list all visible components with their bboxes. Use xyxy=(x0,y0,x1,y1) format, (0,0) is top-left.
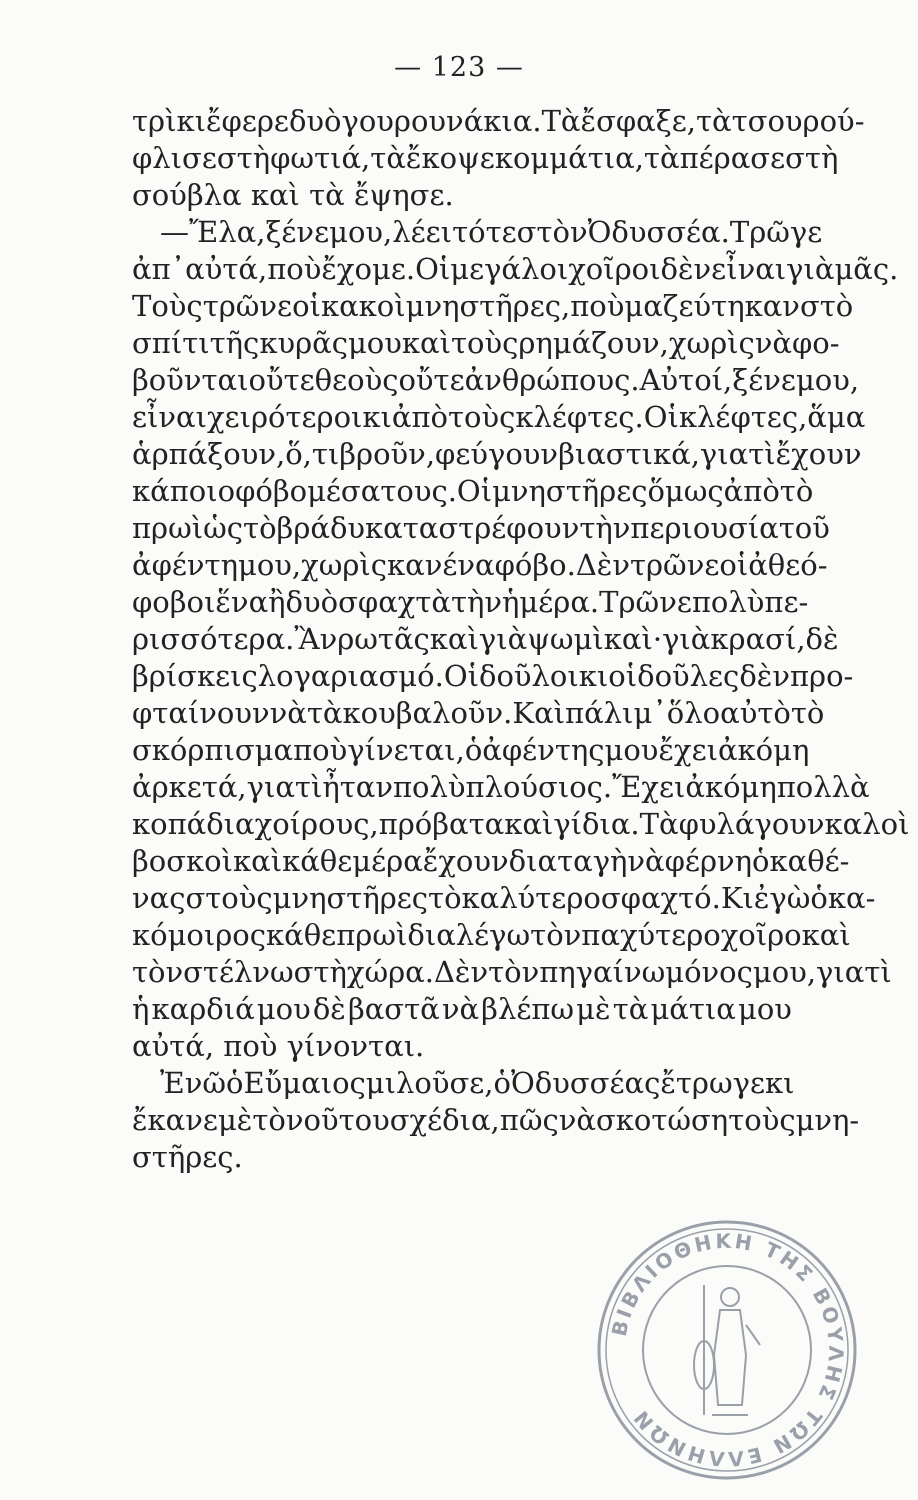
text-line xyxy=(132,436,862,473)
text-line xyxy=(132,732,810,769)
word: γιατὶ xyxy=(246,770,323,804)
word: τότε xyxy=(452,215,517,249)
word: μέσα xyxy=(307,474,381,508)
word: μου, xyxy=(752,955,817,989)
library-seal-stamp xyxy=(592,1215,862,1485)
word: ὁ xyxy=(810,881,828,915)
word: ὁ xyxy=(464,733,483,767)
word: Καὶ xyxy=(512,696,566,730)
word: Τρῶγε xyxy=(729,215,823,249)
word: γιατὶ xyxy=(816,955,892,989)
word: πρωὶ xyxy=(336,918,408,952)
word: ἁρπάξουν, xyxy=(132,437,286,471)
word: Οἱ xyxy=(415,252,451,286)
word: κόμοιρος xyxy=(132,918,267,952)
word: τοὺς xyxy=(448,400,516,434)
word: καὶ·γιὰ xyxy=(603,622,711,656)
word: καταστρέφουν xyxy=(365,511,580,545)
word: ξένε xyxy=(265,215,330,249)
word: περιουσία xyxy=(630,511,779,545)
word: — xyxy=(160,215,189,249)
word: φυλάγουν xyxy=(678,807,825,841)
word: μόνος xyxy=(665,955,753,989)
body-text xyxy=(132,103,910,1176)
word: μου xyxy=(256,992,311,1026)
word: πρόβατα xyxy=(378,807,505,841)
word: μου, xyxy=(795,363,860,397)
word: τὴν xyxy=(450,585,503,619)
word: ἡ xyxy=(132,992,150,1026)
word: χοῖρο xyxy=(720,918,802,952)
word: πέρασε xyxy=(679,141,786,175)
word: γίδια. xyxy=(553,807,640,841)
word: ἀπὸ xyxy=(723,474,780,508)
word: οἱ xyxy=(608,659,638,693)
word: ὁ xyxy=(752,844,770,878)
word: ὅλο xyxy=(666,696,721,730)
word: οἱ xyxy=(719,548,749,582)
word: δοῦλοι xyxy=(479,659,579,693)
word: λογαριασμό. xyxy=(257,659,444,693)
word: Τοὺς xyxy=(132,289,203,323)
word: Τὰ xyxy=(541,104,581,138)
word: κακοὶ xyxy=(320,289,406,323)
word: ἀφέντη xyxy=(132,548,238,582)
word: Τρῶνε xyxy=(599,585,692,619)
word: τὸ xyxy=(243,511,277,545)
word: τρῶνε xyxy=(629,548,720,582)
word: κρασί, xyxy=(710,622,806,656)
word: κάθε xyxy=(266,918,337,952)
word: Δὲν xyxy=(575,548,630,582)
word: μνη- xyxy=(795,1103,860,1137)
word: ποὺ xyxy=(570,289,625,323)
word: καθέ- xyxy=(769,844,850,878)
word: ἔχουν xyxy=(775,437,862,471)
word: ἡμέρα. xyxy=(502,585,600,619)
word: ἀθεό- xyxy=(748,548,828,582)
word: χώρα. xyxy=(346,955,434,989)
word: λέει xyxy=(392,215,453,249)
word: Εὔμαιος xyxy=(243,1066,366,1100)
text-line xyxy=(132,103,865,140)
text-line xyxy=(132,1102,860,1139)
word: μου xyxy=(738,992,792,1026)
word: τὸ xyxy=(428,881,462,915)
word: ἦταν xyxy=(322,770,393,804)
word: Κι xyxy=(720,881,754,915)
word: στὴ xyxy=(293,955,347,989)
text-line xyxy=(132,954,892,991)
text-line xyxy=(132,325,840,362)
word: κάποιο xyxy=(132,474,236,508)
word: τὰ xyxy=(306,696,343,730)
word: ὁ xyxy=(493,1066,511,1100)
word: ἔχουν xyxy=(422,844,509,878)
word: ἔσφαξε, xyxy=(580,104,696,138)
word: μὲ xyxy=(576,992,611,1026)
word: στὸ xyxy=(799,289,854,323)
word: μέρα xyxy=(352,844,423,878)
word: τὸ xyxy=(790,696,825,730)
word: τὰ xyxy=(695,104,732,138)
word: βιαστικά, xyxy=(558,437,700,471)
word: δὲν xyxy=(739,659,790,693)
word: τοῦ xyxy=(778,511,830,545)
text-line xyxy=(132,288,854,325)
word: ξένε xyxy=(732,363,796,397)
word: ἅμα xyxy=(807,400,866,434)
word: πῶς xyxy=(499,1103,559,1137)
word: ποὺ xyxy=(267,252,322,286)
word: φεύγουν xyxy=(435,437,559,471)
word: πολλὰ xyxy=(776,770,870,804)
word: κανένα xyxy=(387,548,495,582)
word: χωρὶς xyxy=(668,326,755,360)
word: ψωμὶ xyxy=(527,622,604,656)
word: τὸ xyxy=(779,474,814,508)
word: ρισσότερα. xyxy=(132,622,295,656)
text-line xyxy=(132,547,828,584)
text-line xyxy=(132,806,910,843)
word: τὰ xyxy=(643,141,680,175)
word: πάλι xyxy=(565,696,634,730)
word: δοῦλες xyxy=(637,659,740,693)
word: τοὺς xyxy=(728,1103,796,1137)
word: οἱ xyxy=(292,289,321,323)
word: νὰ xyxy=(627,844,665,878)
word: φο- xyxy=(791,326,840,360)
word: τσουρού- xyxy=(731,104,865,138)
word: αὐτά, xyxy=(185,252,268,286)
word: ἀφέντης xyxy=(482,733,605,767)
word: καλύτερο xyxy=(461,881,601,915)
word: ἀπ᾽ xyxy=(132,252,186,286)
word: τὸν xyxy=(488,955,540,989)
word: κα- xyxy=(827,881,876,915)
word: Αὐτοί, xyxy=(639,363,733,397)
word: κάθε xyxy=(282,844,353,878)
word: σκοτώση xyxy=(595,1103,729,1137)
word: δυὸ xyxy=(288,104,342,138)
word: ἢ xyxy=(268,585,286,619)
word: εἶναι xyxy=(711,252,787,286)
word: γίνεται, xyxy=(347,733,465,767)
word: αὐτὸ xyxy=(720,696,791,730)
word: ἀπὸ xyxy=(391,400,449,434)
word: τὰ xyxy=(612,992,649,1026)
text-line xyxy=(132,140,839,177)
text-line xyxy=(132,362,860,399)
word: νὰ xyxy=(754,326,792,360)
text-line xyxy=(132,399,866,436)
word: νὰ xyxy=(269,696,307,730)
text-line xyxy=(132,584,809,621)
text-line xyxy=(132,880,876,917)
word: ἔχομε. xyxy=(321,252,416,286)
word: διαλέγω xyxy=(407,918,531,952)
word: ἀρκετά, xyxy=(132,770,247,804)
word: μάτια xyxy=(650,992,736,1026)
word: ἔχει xyxy=(658,733,718,767)
word: μεγάλοι xyxy=(450,252,569,286)
text-line xyxy=(132,473,814,510)
word: Οἱ xyxy=(643,400,679,434)
word: φοβοι xyxy=(132,585,216,619)
word: σφαχτό. xyxy=(600,881,721,915)
word: ἔτρωγε xyxy=(660,1066,765,1100)
word: νὰ xyxy=(558,1103,596,1137)
text-line: αὐτά, ποὺ γίνονται. xyxy=(132,1029,425,1063)
word: Οἱ xyxy=(456,474,493,508)
word: τρῶνε xyxy=(202,289,293,323)
word: ὁ xyxy=(226,1066,244,1100)
word: ἔφερε xyxy=(205,104,289,138)
word: τρὶ xyxy=(132,104,177,138)
word: μου xyxy=(604,733,659,767)
text-line xyxy=(132,658,854,695)
word: χοῖροι xyxy=(568,252,661,286)
word: κομμάτια, xyxy=(494,141,644,175)
word: στέλνω xyxy=(183,955,294,989)
word: πε- xyxy=(764,585,809,619)
word: μ᾽ xyxy=(633,696,667,730)
word: ἀνθρώπους. xyxy=(464,363,640,397)
word: φόβο xyxy=(235,474,308,508)
text-line xyxy=(132,214,823,251)
word: βράδυ xyxy=(276,511,366,545)
word: Δὲν xyxy=(433,955,489,989)
word: φωτιά, xyxy=(270,141,371,175)
athena-figure-icon xyxy=(694,1285,760,1415)
word: φέρνη xyxy=(664,844,753,878)
word: μνηστῆρες, xyxy=(405,289,571,323)
word: Ἐνῶ xyxy=(160,1066,227,1100)
word: σπίτι xyxy=(132,326,210,360)
word: ὅ,τι xyxy=(285,437,340,471)
word: ἀκόμη xyxy=(717,733,810,767)
word: κουβαλοῦν. xyxy=(342,696,513,730)
word: παχύτερο xyxy=(581,918,721,952)
word: βρίσκεις xyxy=(132,659,258,693)
word: ὅμως xyxy=(647,474,724,508)
text-line xyxy=(132,917,851,954)
word: φόβο. xyxy=(494,548,576,582)
word: προ- xyxy=(789,659,854,693)
word: Ἔλα, xyxy=(189,215,266,249)
word: ὡς xyxy=(203,511,244,545)
text-line xyxy=(132,769,870,806)
text-line xyxy=(132,510,830,547)
word: ποὺ xyxy=(293,733,348,767)
word: πρωὶ xyxy=(132,511,204,545)
word: τὴν xyxy=(579,511,631,545)
word: γουρουνάκια. xyxy=(341,104,542,138)
word: νας xyxy=(132,881,186,915)
word: μᾶς. xyxy=(834,252,899,286)
word: δὲ xyxy=(805,622,839,656)
word: Οἱ xyxy=(443,659,479,693)
word: βοσκοὶ xyxy=(132,844,233,878)
word: Ἂν xyxy=(294,622,338,656)
word: κι xyxy=(578,659,609,693)
word: βροῦν, xyxy=(339,437,436,471)
word: Ὀδυσσέα. xyxy=(587,215,730,249)
word: τὸ xyxy=(252,1103,286,1137)
word: βαστᾶ xyxy=(347,992,440,1026)
word: πλούσιος. xyxy=(465,770,613,804)
word: καὶ xyxy=(232,844,283,878)
word: καὶ xyxy=(429,622,479,656)
word: καὶ xyxy=(504,807,554,841)
word: στὴ xyxy=(216,141,271,175)
word: ἀκόμη xyxy=(685,770,777,804)
word: φταίνουν xyxy=(132,696,270,730)
word: Τὰ xyxy=(639,807,679,841)
word: διαταγὴ xyxy=(508,844,628,878)
word: μνηστῆρες xyxy=(492,474,648,508)
word: μιλοῦσε, xyxy=(365,1066,494,1100)
word: χοίρους, xyxy=(254,807,379,841)
word: κι xyxy=(362,400,392,434)
text-line: σούβλα καὶ τὰ ἔψησε. xyxy=(132,178,454,212)
word: κλέφτες. xyxy=(515,400,644,434)
word: ἔκανε xyxy=(132,1103,218,1137)
word: Ὀδυσσέας xyxy=(511,1066,661,1100)
word: φλισε xyxy=(132,141,217,175)
word: τους. xyxy=(380,474,457,508)
word: νοῦ xyxy=(285,1103,339,1137)
word: σχέδια, xyxy=(389,1103,500,1137)
word: κοπάδια xyxy=(132,807,255,841)
word: κι xyxy=(764,1066,795,1100)
word: δὲ xyxy=(312,992,346,1026)
word: θεοὺς xyxy=(314,363,399,397)
word: μου, xyxy=(329,215,393,249)
word: πολὺ xyxy=(691,585,765,619)
word: τοὺς xyxy=(450,326,519,360)
word: πολὺ xyxy=(392,770,466,804)
word: δὲν xyxy=(660,252,712,286)
word: χωρὶς xyxy=(301,548,388,582)
word: στοὺς xyxy=(185,881,273,915)
text-line xyxy=(132,843,850,880)
text-line xyxy=(132,621,839,658)
word: πηγαίνω xyxy=(539,955,666,989)
word: στὴ xyxy=(785,141,839,175)
word: καὶ xyxy=(801,918,851,952)
word: μου xyxy=(347,326,402,360)
word: κι xyxy=(176,104,206,138)
word: τὰ xyxy=(370,141,406,175)
word: τῆς xyxy=(209,326,260,360)
word: ἕνα xyxy=(215,585,269,619)
word: στὸν xyxy=(516,215,588,249)
word: μαζεύτηκαν xyxy=(624,289,800,323)
page-number: — 123 — xyxy=(394,52,524,83)
word: ἔκοψε xyxy=(405,141,495,175)
word: νὰ xyxy=(441,992,480,1026)
word: τὸν xyxy=(132,955,184,989)
word: βλέπω xyxy=(481,992,575,1026)
word: οὔτε xyxy=(398,363,465,397)
word: Ἔχει xyxy=(612,770,686,804)
word: καλοὶ xyxy=(824,807,910,841)
word: καρδιά xyxy=(151,992,255,1026)
word: ρημάζουν, xyxy=(518,326,669,360)
word: ἐγὼ xyxy=(753,881,811,915)
word: του xyxy=(338,1103,390,1137)
word: βοῦνται xyxy=(132,363,249,397)
text-line xyxy=(132,251,899,288)
word: μνηστῆρες xyxy=(272,881,429,915)
text-line xyxy=(132,1065,795,1102)
word: μου, xyxy=(237,548,302,582)
word: κλέφτες, xyxy=(678,400,808,434)
text-line xyxy=(132,695,825,732)
word: δυὸ xyxy=(285,585,339,619)
word: σφαχτὰ xyxy=(338,585,451,619)
word: καὶ xyxy=(401,326,451,360)
word: χειρότεροι xyxy=(206,400,363,434)
word: γιὰ xyxy=(478,622,528,656)
word: οὔτε xyxy=(248,363,315,397)
seal-text: ΒΙΒΛΙΟΘΗΚΗ ΤΗΣ ΒΟΥΛΗΣ ΤΩΝ ΕΛΛΗΝΩΝ xyxy=(606,1228,849,1472)
word: τὸν xyxy=(530,918,582,952)
word: εἶναι xyxy=(132,400,207,434)
word: ρωτᾶς xyxy=(337,622,430,656)
word: γιὰ xyxy=(786,252,835,286)
text-line xyxy=(132,991,792,1028)
word: γιατὶ xyxy=(699,437,776,471)
word: σκόρπισμα xyxy=(132,733,294,767)
word: μὲ xyxy=(217,1103,253,1137)
text-line: στῆρες. xyxy=(132,1140,243,1174)
word: κυρᾶς xyxy=(259,326,348,360)
